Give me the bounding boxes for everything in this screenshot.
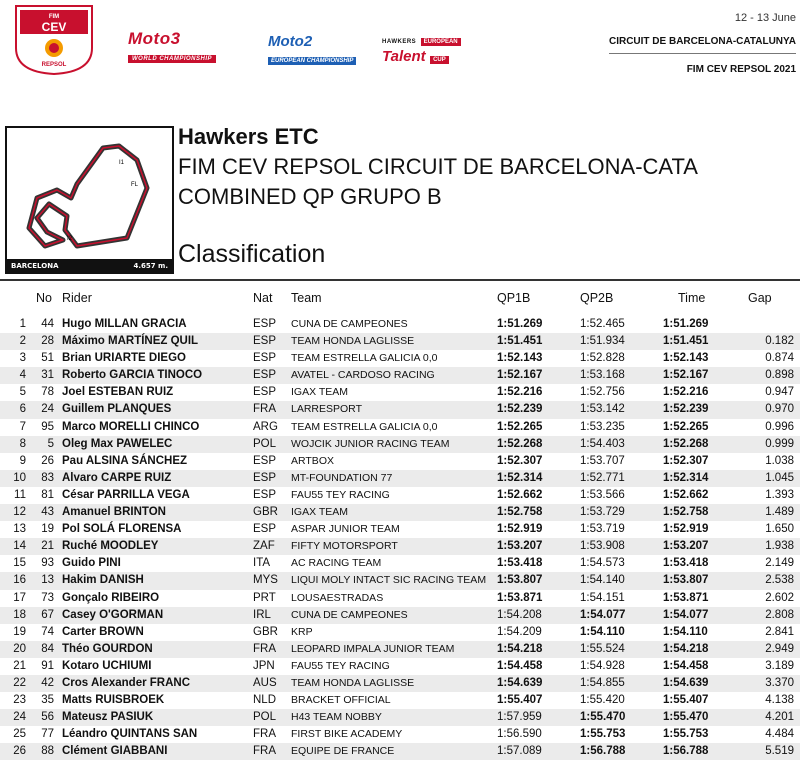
report-title: Classification — [178, 240, 326, 268]
cell-no: 77 — [41, 728, 54, 741]
cell-qp1b: 1:51.451 — [497, 335, 543, 348]
cell-nat: ESP — [253, 335, 277, 348]
cell-rider: Casey O'GORMAN — [62, 608, 164, 621]
cell-pos: 17 — [13, 591, 26, 604]
cell-team: TEAM HONDA LAGLISSE — [291, 335, 415, 348]
cell-qp1b: 1:52.662 — [497, 488, 543, 501]
col-no: No — [36, 291, 52, 305]
cell-nat: IRL — [253, 608, 271, 621]
table-row — [0, 590, 800, 607]
table-row — [0, 453, 800, 470]
cell-qp1b: 1:52.307 — [497, 454, 543, 467]
cell-team: LEOPARD IMPALA JUNIOR TEAM — [291, 642, 455, 655]
table-row — [0, 743, 800, 760]
cell-nat: POL — [253, 437, 277, 450]
cell-time: 1:51.269 — [663, 318, 709, 330]
cell-gap: 0.999 — [765, 437, 794, 450]
cell-team: LIQUI MOLY INTACT SIC RACING TEAM — [291, 574, 487, 587]
cell-no: 43 — [41, 506, 54, 519]
cell-time: 1:52.314 — [663, 471, 709, 484]
table-row — [0, 419, 800, 436]
cell-no: 24 — [41, 403, 54, 416]
cell-rider: Máximo MARTÍNEZ QUIL — [62, 335, 199, 348]
event-dates: 12 - 13 June — [734, 12, 796, 24]
cell-time: 1:55.753 — [663, 728, 709, 741]
cell-qp2b: 1:54.573 — [580, 557, 625, 570]
cell-no: 84 — [41, 642, 54, 655]
cell-qp1b: 1:54.639 — [497, 676, 543, 689]
cell-time: 1:52.143 — [663, 352, 709, 365]
cell-rider: Carter BROWN — [62, 625, 144, 638]
cell-no: 81 — [41, 488, 54, 501]
cell-gap: 2.602 — [765, 591, 794, 604]
cell-qp1b: 1:52.314 — [497, 471, 543, 484]
table-row — [0, 316, 800, 333]
cell-pos: 12 — [13, 506, 26, 519]
cell-qp1b: 1:56.590 — [497, 728, 542, 741]
cell-team: TEAM ESTRELLA GALICIA 0,0 — [291, 352, 438, 365]
cell-time: 1:52.167 — [663, 369, 709, 382]
cell-pos: 16 — [13, 574, 26, 587]
cell-team: BRACKET OFFICIAL — [291, 694, 391, 707]
cell-pos: 6 — [19, 403, 26, 416]
table-row — [0, 436, 800, 453]
cell-no: 51 — [41, 352, 54, 365]
cell-rider: Théo GOURDON — [62, 642, 153, 655]
cell-no: 74 — [41, 625, 54, 638]
cell-rider: Clément GIABBANI — [62, 745, 168, 758]
cell-no: 93 — [41, 557, 54, 570]
cell-qp1b: 1:51.269 — [497, 318, 543, 330]
cell-pos: 19 — [13, 625, 26, 638]
cell-rider: Pau ALSINA SÁNCHEZ — [62, 454, 188, 467]
col-team: Team — [291, 291, 322, 305]
cell-pos: 11 — [14, 488, 26, 501]
cell-rider: Joel ESTEBAN RUIZ — [62, 386, 174, 399]
cell-pos: 24 — [13, 711, 26, 724]
table-row — [0, 521, 800, 538]
cell-qp2b: 1:52.771 — [580, 471, 625, 484]
cell-qp1b: 1:52.239 — [497, 403, 543, 416]
cell-nat: ZAF — [253, 540, 275, 553]
cell-team: AVATEL - CARDOSO RACING — [291, 369, 435, 382]
cell-no: 31 — [41, 369, 54, 382]
cell-pos: 8 — [19, 437, 26, 450]
cell-nat: FRA — [253, 745, 276, 758]
cell-time: 1:52.216 — [663, 386, 709, 399]
cell-team: EQUIPE DE FRANCE — [291, 745, 395, 758]
cell-qp1b: 1:54.458 — [497, 659, 543, 672]
cell-team: FAU55 TEY RACING — [291, 659, 390, 672]
cell-rider: Brian URIARTE DIEGO — [62, 352, 186, 365]
cell-pos: 10 — [13, 471, 26, 484]
cell-rider: Guido PINI — [62, 557, 121, 570]
cell-team: TEAM ESTRELLA GALICIA 0,0 — [291, 420, 438, 433]
cell-qp1b: 1:52.167 — [497, 369, 543, 382]
cell-time: 1:52.919 — [663, 523, 709, 536]
cell-no: 73 — [41, 591, 54, 604]
cell-qp1b: 1:53.418 — [497, 557, 543, 570]
cell-qp2b: 1:53.729 — [580, 506, 625, 519]
cell-gap: 0.996 — [765, 420, 794, 433]
cell-nat: ESP — [253, 386, 277, 399]
cell-team: CUNA DE CAMPEONES — [291, 318, 408, 330]
cell-team: KRP — [291, 625, 313, 638]
cell-team: FIRST BIKE ACADEMY — [291, 728, 403, 741]
cell-qp1b: 1:57.959 — [497, 711, 542, 724]
cell-nat: GBR — [253, 625, 278, 638]
cell-qp1b: 1:53.807 — [497, 574, 543, 587]
cell-qp1b: 1:52.919 — [497, 523, 543, 536]
cell-nat: ESP — [253, 488, 277, 501]
cell-pos: 21 — [13, 659, 26, 672]
cell-qp1b: 1:54.209 — [497, 625, 542, 638]
cell-team: IGAX TEAM — [291, 506, 348, 519]
cell-gap: 2.841 — [765, 625, 794, 638]
cell-nat: ESP — [253, 471, 277, 484]
table-row — [0, 538, 800, 555]
cell-team: AC RACING TEAM — [291, 557, 382, 570]
cell-qp2b: 1:51.934 — [580, 335, 625, 348]
cell-qp2b: 1:55.420 — [580, 694, 625, 707]
cell-time: 1:54.458 — [663, 659, 709, 672]
cell-no: 26 — [41, 454, 54, 467]
cell-rider: Matts RUISBROEK — [62, 694, 165, 707]
moto2-logo: Moto2 EUROPEAN CHAMPIONSHIP — [268, 34, 368, 67]
cell-time: 1:54.077 — [663, 608, 709, 621]
cell-time: 1:53.807 — [663, 574, 709, 587]
table-row — [0, 384, 800, 401]
cell-qp2b: 1:53.908 — [580, 540, 625, 553]
cell-nat: MYS — [253, 574, 278, 587]
cell-nat: FRA — [253, 728, 276, 741]
cell-team: FAU55 TEY RACING — [291, 488, 390, 501]
cell-nat: ITA — [253, 557, 271, 570]
cell-time: 1:54.639 — [663, 676, 709, 689]
cell-qp1b: 1:52.143 — [497, 352, 543, 365]
cell-no: 35 — [41, 694, 54, 707]
table-row — [0, 333, 800, 350]
cell-pos: 23 — [13, 694, 26, 707]
moto3-logo: Moto3 WORLD CHAMPIONSHIP — [128, 30, 248, 56]
cell-gap: 1.650 — [765, 523, 794, 536]
table-row — [0, 692, 800, 709]
cell-gap: 0.970 — [765, 403, 794, 416]
cell-time: 1:55.407 — [663, 694, 709, 707]
cell-gap: 1.938 — [765, 540, 794, 553]
cell-pos: 7 — [19, 420, 26, 433]
cell-qp2b: 1:54.151 — [580, 591, 625, 604]
cell-qp1b: 1:53.871 — [497, 591, 543, 604]
cell-pos: 15 — [13, 557, 26, 570]
cell-no: 28 — [41, 335, 54, 348]
cell-time: 1:52.268 — [663, 437, 709, 450]
cell-team: ARTBOX — [291, 454, 334, 467]
series-title: Hawkers ETC — [178, 124, 319, 149]
cell-nat: ESP — [253, 318, 277, 330]
cell-time: 1:52.758 — [663, 506, 709, 519]
table-row — [0, 470, 800, 487]
table-row — [0, 726, 800, 743]
table-row — [0, 709, 800, 726]
table-row — [0, 624, 800, 641]
svg-text:REPSOL: REPSOL — [41, 62, 67, 68]
event-info — [609, 12, 796, 75]
cell-pos: 4 — [19, 369, 26, 382]
cell-rider: Mateusz PASIUK — [62, 711, 154, 724]
cell-qp2b: 1:53.168 — [580, 369, 625, 382]
cell-pos: 2 — [19, 335, 26, 348]
cell-qp2b: 1:53.142 — [580, 403, 625, 416]
table-header — [0, 286, 800, 316]
cell-time: 1:52.307 — [663, 454, 709, 467]
table-row — [0, 658, 800, 675]
cell-qp1b: 1:52.268 — [497, 437, 543, 450]
cell-nat: ESP — [253, 454, 277, 467]
cell-pos: 20 — [13, 642, 26, 655]
cell-gap: 2.949 — [765, 642, 794, 655]
table-row — [0, 487, 800, 504]
cell-nat: FRA — [253, 642, 276, 655]
cell-no: 13 — [41, 574, 54, 587]
event-title: FIM CEV REPSOL CIRCUIT DE BARCELONA-CATA — [178, 154, 698, 179]
cell-no: 42 — [41, 676, 54, 689]
cell-time: 1:54.218 — [663, 642, 709, 655]
cell-nat: AUS — [253, 676, 277, 689]
svg-text:I1: I1 — [119, 160, 125, 166]
cell-rider: Ruché MOODLEY — [62, 540, 159, 553]
cell-rider: Cros Alexander FRANC — [62, 676, 191, 689]
cell-no: 83 — [41, 471, 54, 484]
cell-rider: Amanuel BRINTON — [62, 506, 166, 519]
cell-time: 1:53.871 — [663, 591, 709, 604]
cell-qp2b: 1:55.524 — [580, 642, 625, 655]
cell-qp2b: 1:55.753 — [580, 728, 626, 741]
cell-no: 67 — [41, 608, 54, 621]
track-name: BARCELONA — [11, 261, 59, 270]
cell-pos: 5 — [19, 386, 26, 399]
cell-time: 1:52.662 — [663, 488, 709, 501]
cell-pos: 13 — [13, 523, 26, 536]
table-row — [0, 367, 800, 384]
col-qp2b: QP2B — [580, 291, 614, 305]
cell-gap: 1.038 — [765, 454, 794, 467]
cell-no: 91 — [41, 659, 54, 672]
cell-no: 21 — [41, 540, 54, 553]
cell-rider: Hugo MILLAN GRACIA — [62, 318, 187, 330]
cell-rider: Hakim DANISH — [62, 574, 144, 587]
cell-qp1b: 1:52.216 — [497, 386, 543, 399]
circuit-name: CIRCUIT DE BARCELONA-CATALUNYA — [609, 36, 796, 54]
table-body — [0, 316, 800, 760]
cell-qp2b: 1:52.465 — [580, 318, 625, 330]
cell-nat: GBR — [253, 506, 278, 519]
cell-gap: 1.393 — [765, 488, 794, 501]
cell-no: 88 — [41, 745, 54, 758]
cell-nat: FRA — [253, 403, 276, 416]
cell-qp2b: 1:54.140 — [580, 574, 625, 587]
cell-qp2b: 1:53.707 — [580, 454, 625, 467]
cell-qp2b: 1:54.855 — [580, 676, 625, 689]
svg-text:CEV: CEV — [41, 20, 67, 34]
cell-team: MT-FOUNDATION 77 — [291, 471, 393, 484]
cell-pos: 9 — [19, 454, 26, 467]
fim-cev-logo — [8, 4, 100, 76]
svg-text:FL: FL — [131, 182, 139, 188]
cell-nat: ESP — [253, 352, 277, 365]
cell-qp1b: 1:54.218 — [497, 642, 543, 655]
header-divider — [0, 279, 800, 281]
cell-nat: JPN — [253, 659, 275, 672]
cell-qp1b: 1:53.207 — [497, 540, 543, 553]
cell-gap: 3.370 — [765, 676, 794, 689]
cell-time: 1:53.418 — [663, 557, 709, 570]
cell-pos: 14 — [13, 540, 26, 553]
cell-gap: 3.189 — [765, 659, 794, 672]
cell-rider: César PARRILLA VEGA — [62, 488, 190, 501]
cell-time: 1:53.207 — [663, 540, 709, 553]
cell-qp2b: 1:54.110 — [580, 625, 625, 638]
classification-table — [0, 286, 800, 760]
track-footer — [7, 259, 172, 272]
track-layout-icon — [7, 128, 168, 255]
cell-nat: ESP — [253, 369, 277, 382]
cell-no: 95 — [41, 420, 54, 433]
cell-gap: 0.182 — [765, 335, 794, 348]
cell-team: ASPAR JUNIOR TEAM — [291, 523, 400, 536]
cell-time: 1:51.451 — [663, 335, 709, 348]
track-length: 4.657 m. — [133, 261, 168, 270]
cell-pos: 26 — [13, 745, 26, 758]
cell-pos: 1 — [19, 318, 26, 330]
cell-qp2b: 1:56.788 — [580, 745, 626, 758]
col-time: Time — [678, 291, 706, 305]
cell-nat: POL — [253, 711, 277, 724]
cell-qp2b: 1:53.235 — [580, 420, 625, 433]
cell-team: CUNA DE CAMPEONES — [291, 608, 408, 621]
championship-name: FIM CEV REPSOL 2021 — [686, 64, 796, 75]
table-row — [0, 555, 800, 572]
cell-rider: Roberto GARCIA TINOCO — [62, 369, 203, 382]
cell-rider: Oleg Max PAWELEC — [62, 437, 173, 450]
session-title: COMBINED QP GRUPO B — [178, 184, 442, 209]
cell-gap: 4.138 — [765, 694, 794, 707]
cell-qp2b: 1:52.828 — [580, 352, 625, 365]
table-row — [0, 641, 800, 658]
cell-time: 1:54.110 — [663, 625, 708, 638]
table-row — [0, 675, 800, 692]
cell-gap: 1.045 — [765, 471, 794, 484]
cell-team: IGAX TEAM — [291, 386, 348, 399]
cell-qp1b: 1:54.208 — [497, 608, 542, 621]
cell-nat: PRT — [253, 591, 276, 604]
cell-qp2b: 1:54.928 — [580, 659, 625, 672]
cell-no: 56 — [41, 711, 54, 724]
cell-qp2b: 1:53.719 — [580, 523, 625, 536]
cell-nat: ARG — [253, 420, 278, 433]
table-row — [0, 607, 800, 624]
table-row — [0, 572, 800, 589]
cell-time: 1:52.239 — [663, 403, 709, 416]
col-gap: Gap — [748, 291, 772, 305]
cell-gap: 4.484 — [765, 728, 794, 741]
cell-pos: 25 — [13, 728, 26, 741]
track-map — [5, 126, 174, 274]
cell-rider: Guillem PLANQUES — [62, 403, 172, 416]
cell-pos: 18 — [13, 608, 26, 621]
cell-gap: 0.874 — [765, 352, 794, 365]
cell-team: H43 TEAM NOBBY — [291, 711, 382, 724]
cell-qp2b: 1:52.756 — [580, 386, 625, 399]
cell-no: 19 — [41, 523, 54, 536]
cell-rider: Alvaro CARPE RUIZ — [62, 471, 172, 484]
cell-gap: 0.947 — [765, 386, 794, 399]
cell-pos: 22 — [13, 676, 26, 689]
cell-nat: ESP — [253, 523, 277, 536]
table-row — [0, 401, 800, 418]
cell-qp1b: 1:55.407 — [497, 694, 543, 707]
cell-no: 78 — [41, 386, 54, 399]
cell-team: FIFTY MOTORSPORT — [291, 540, 398, 553]
cell-qp2b: 1:55.470 — [580, 711, 626, 724]
cell-time: 1:55.470 — [663, 711, 709, 724]
cell-pos: 3 — [19, 352, 26, 365]
table-row — [0, 350, 800, 367]
cell-rider: Léandro QUINTANS SAN — [62, 728, 198, 741]
cell-no: 44 — [41, 318, 54, 330]
col-nat: Nat — [253, 291, 273, 305]
cell-gap: 1.489 — [765, 506, 794, 519]
cell-team: LARRESPORT — [291, 403, 362, 416]
cell-qp1b: 1:52.265 — [497, 420, 543, 433]
cell-team: WOJCIK JUNIOR RACING TEAM — [291, 437, 450, 450]
cell-team: LOUSAESTRADAS — [291, 591, 384, 604]
cell-rider: Gonçalo RIBEIRO — [62, 591, 160, 604]
cell-gap: 2.149 — [765, 557, 794, 570]
cell-gap: 5.519 — [765, 745, 794, 758]
table-row — [0, 504, 800, 521]
cell-no: 5 — [47, 437, 54, 450]
cell-rider: Pol SOLÁ FLORENSA — [62, 523, 182, 536]
cell-time: 1:56.788 — [663, 745, 709, 758]
cell-qp1b: 1:52.758 — [497, 506, 543, 519]
cell-qp2b: 1:54.403 — [580, 437, 625, 450]
cell-gap: 2.808 — [765, 608, 794, 621]
cell-qp2b: 1:54.077 — [580, 608, 626, 621]
col-rider: Rider — [62, 291, 92, 305]
cell-qp1b: 1:57.089 — [497, 745, 542, 758]
cell-qp2b: 1:53.566 — [580, 488, 625, 501]
col-qp1b: QP1B — [497, 291, 531, 305]
svg-text:I2: I2 — [67, 236, 73, 242]
cell-gap: 0.898 — [765, 369, 794, 382]
cell-gap: 4.201 — [765, 711, 794, 724]
svg-text:FIM: FIM — [48, 14, 60, 20]
cell-time: 1:52.265 — [663, 420, 709, 433]
cell-gap: 2.538 — [765, 574, 794, 587]
cell-nat: NLD — [253, 694, 277, 707]
cell-rider: Kotaro UCHIUMI — [62, 659, 152, 672]
talent-cup-logo: HAWKERS EUROPEAN Talent CUP — [382, 30, 482, 66]
cell-rider: Marco MORELLI CHINCO — [62, 420, 200, 433]
cell-team: TEAM HONDA LAGLISSE — [291, 676, 415, 689]
